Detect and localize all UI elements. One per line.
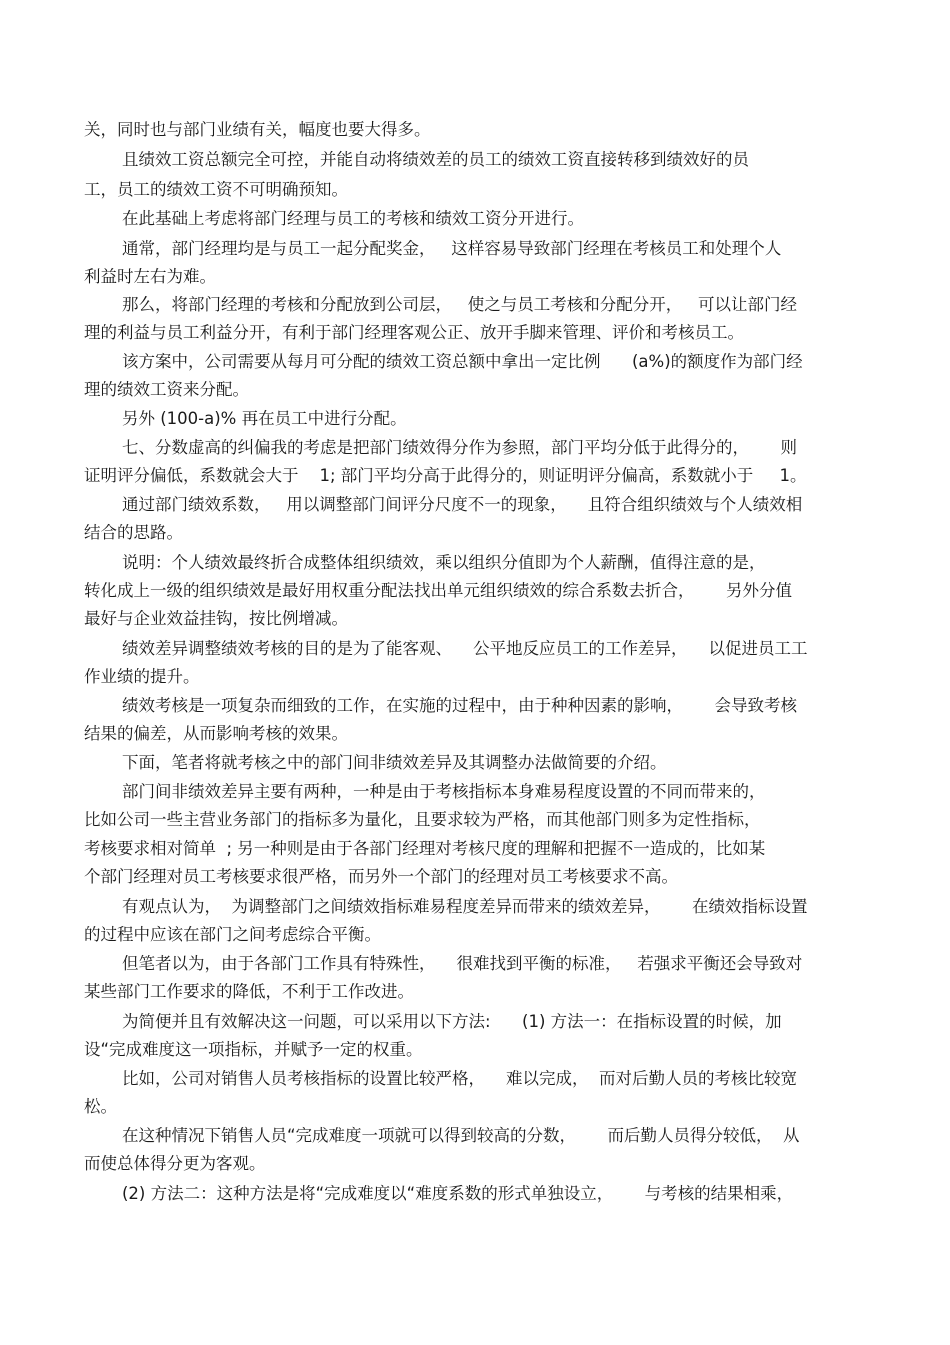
text-line: 绩效差异调整绩效考核的目的是为了能客观、 公平地反应员工的工作差异， 以促进员工工 <box>122 639 808 658</box>
text-line: 那么，将部门经理的考核和分配放到公司层， 使之与员工考核和分配分开， 可以让部门经 <box>122 295 797 314</box>
text-line: 作业绩的提升。 <box>84 667 200 686</box>
text-line: 转化成上一级的组织绩效是最好用权重分配法找出单元组织绩效的综合系数去折合， 另外分值 <box>84 581 792 600</box>
text-line: 有观点认为， 为调整部门之间绩效指标难易程度差异而带来的绩效差异， 在绩效指标设置 <box>122 897 808 916</box>
text-line: 利益时左右为难。 <box>84 267 216 286</box>
text-line: 部门间非绩效差异主要有两种，一种是由于考核指标本身难易程度设置的不同而带来的， <box>122 782 766 801</box>
text-line: 结合的思路。 <box>84 523 183 542</box>
text-line: 在此基础上考虑将部门经理与员工的考核和绩效工资分开进行。 <box>122 209 584 228</box>
text-line: (2) 方法二：这种方法是将“完成难度以“难度系数的形式单独设立， 与考核的结果相乘， <box>122 1184 794 1203</box>
text-line: 最好与企业效益挂钩，按比例增减。 <box>84 609 348 628</box>
text-line: 理的绩效工资来分配。 <box>84 380 249 399</box>
text-line: 七、分数虚高的纠偏我的考虑是把部门绩效得分作为参照，部门平均分低于此得分的， 则 <box>122 438 797 457</box>
text-line: 而使总体得分更为客观。 <box>84 1154 266 1173</box>
text-line: 绩效考核是一项复杂而细致的工作，在实施的过程中，由于种种因素的影响， 会导致考核 <box>122 696 797 715</box>
text-line: 另外 (100-a)% 再在员工中进行分配。 <box>122 409 407 428</box>
text-line: 工，员工的绩效工资不可明确预知。 <box>84 180 348 199</box>
text-line: 关，同时也与部门业绩有关，幅度也要大得多。 <box>84 120 431 139</box>
text-line: 比如，公司对销售人员考核指标的设置比较严格， 难以完成， 而对后勤人员的考核比较宽 <box>122 1069 797 1088</box>
text-line: 下面，笔者将就考核之中的部门间非绩效差异及其调整办法做简要的介绍。 <box>122 753 667 772</box>
text-line: 通常，部门经理均是与员工一起分配奖金， 这样容易导致部门经理在考核员工和处理个人 <box>122 239 782 258</box>
text-line: 松。 <box>84 1097 117 1116</box>
text-line: 在这种情况下销售人员“完成难度一项就可以得到较高的分数， 而后勤人员得分较低， 从 <box>122 1126 800 1145</box>
text-line: 证明评分偏低，系数就会大于 1; 部门平均分高于此得分的，则证明评分偏高，系数就小于 1。 <box>84 466 807 485</box>
text-line: 结果的偏差，从而影响考核的效果。 <box>84 724 348 743</box>
text-line: 且绩效工资总额完全可控，并能自动将绩效差的员工的绩效工资直接转移到绩效好的员 <box>122 150 749 169</box>
text-line: 个部门经理对员工考核要求很严格，而另外一个部门的经理对员工考核要求不高。 <box>84 867 678 886</box>
text-line: 比如公司一些主营业务部门的指标多为量化，且要求较为严格，而其他部门则多为定性指标， <box>84 810 761 829</box>
text-line: 考核要求相对简单 ; 另一种则是由于各部门经理对考核尺度的理解和把握不一造成的，比如某 <box>84 839 766 858</box>
text-line: 说明：个人绩效最终折合成整体组织绩效，乘以组织分值即为个人薪酬，值得注意的是， <box>122 553 766 572</box>
text-line: 该方案中，公司需要从每月可分配的绩效工资总额中拿出一定比例 (a%)的额度作为部门经 <box>122 352 803 371</box>
text-line: 的过程中应该在部门之间考虑综合平衡。 <box>84 925 381 944</box>
text-line: 理的利益与员工利益分开，有利于部门经理客观公正、放开手脚来管理、评价和考核员工。 <box>84 323 744 342</box>
text-line: 为简便并且有效解决这一问题，可以采用以下方法: (1) 方法一：在指标设置的时候，加 <box>122 1012 782 1031</box>
text-line: 通过部门绩效系数， 用以调整部门间评分尺度不一的现象， 且符合组织绩效与个人绩效相 <box>122 495 803 514</box>
text-line: 某些部门工作要求的降低，不利于工作改进。 <box>84 982 414 1001</box>
text-line: 但笔者以为，由于各部门工作具有特殊性， 很难找到平衡的标准， 若强求平衡还会导致对 <box>122 954 803 973</box>
text-line: 设“完成难度这一项指标，并赋予一定的权重。 <box>84 1040 423 1059</box>
